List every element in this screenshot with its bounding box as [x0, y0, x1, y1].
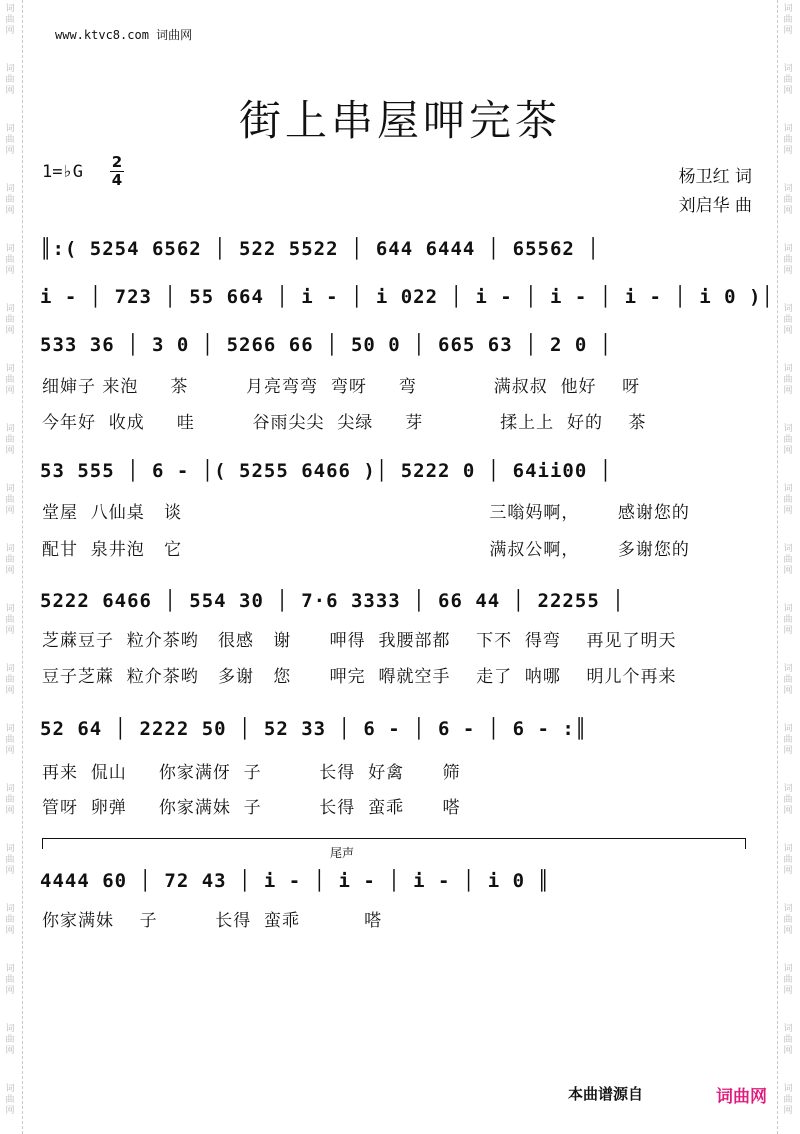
coda-label: 尾声: [330, 846, 355, 860]
lyric-line-verse2: 今年好 收成 哇 谷雨尖尖 尖绿 芽 揉上上 好的 茶: [42, 413, 647, 433]
side-watermark-text: 词 曲 网: [5, 784, 15, 816]
notation-line: 53 555 │ 6 - │( 5255 6466 )│ 5222 0 │ 64ii00 │: [40, 460, 613, 482]
side-watermark-text: 词 曲 网: [783, 964, 793, 996]
lyric-line-verse1: 堂屋 八仙桌 谈 三嗡妈啊， 感谢您的: [42, 503, 690, 523]
site-url: www.ktvc8.com: [55, 28, 149, 42]
side-watermark-text: 词 曲 网: [5, 544, 15, 576]
side-watermark-text: 词 曲 网: [783, 544, 793, 576]
side-watermark-text: 词 曲 网: [5, 364, 15, 396]
left-watermark-strip: [0, 0, 23, 1134]
side-watermark-text: 词 曲 网: [783, 904, 793, 936]
side-watermark-text: 词 曲 网: [783, 844, 793, 876]
side-watermark-text: 词 曲 网: [5, 964, 15, 996]
score-row-7: [40, 862, 760, 902]
side-watermark-text: 词 曲 网: [5, 4, 15, 36]
site-name: 词曲网: [156, 28, 193, 42]
score-row-3: [40, 326, 760, 366]
side-watermark-text: 词 曲 网: [783, 484, 793, 516]
time-signature: [110, 154, 124, 189]
lyric-line-verse1: 再来 侃山 你家满伢 子 长得 好禽 筛: [42, 763, 461, 783]
lyric-line-verse2: 管呀 卵弹 你家满妹 子 长得 蛮乖 嗒: [42, 798, 461, 818]
notation-line: 5222 6466 │ 554 30 │ 7·6 3333 │ 66 44 │ 22255 │: [40, 590, 625, 612]
side-watermark-text: 词 曲 网: [783, 4, 793, 36]
site-header: [55, 26, 192, 43]
key-signature: 1=♭G: [42, 162, 83, 182]
lyric-line-verse2: 配甘 泉井泡 它 满叔公啊， 多谢您的: [42, 540, 690, 560]
side-watermark-text: 词 曲 网: [5, 844, 15, 876]
footer-brand-link[interactable]: 词曲网: [716, 1087, 767, 1107]
side-watermark-text: 词 曲 网: [783, 1084, 793, 1116]
side-watermark-text: 词 曲 网: [5, 64, 15, 96]
side-watermark-text: 词 曲 网: [5, 1024, 15, 1056]
side-watermark-text: 词 曲 网: [783, 424, 793, 456]
side-watermark-text: 词 曲 网: [5, 904, 15, 936]
lyric-line-verse2: 豆子芝蔴 粒介茶哟 多谢 您 呷完 嘚就空手 走了 呐哪 明儿个再来: [42, 667, 677, 687]
side-watermark-text: 词 曲 网: [5, 1084, 15, 1116]
coda-bracket: [42, 838, 746, 849]
side-watermark-text: 词 曲 网: [5, 244, 15, 276]
lyric-line-verse1: 芝蔴豆子 粒介茶哟 很感 谢 呷得 我腰部都 下不 得弯 再见了明天: [42, 631, 677, 651]
side-watermark-text: 词 曲 网: [5, 724, 15, 756]
notation-line: i - │ 723 │ 55 664 │ i - │ i 022 │ i - │ i - │ i - │ i 0 )│: [40, 286, 774, 308]
side-watermark-text: 词 曲 网: [783, 1024, 793, 1056]
side-watermark-text: 词 曲 网: [783, 304, 793, 336]
notation-line: 52 64 │ 2222 50 │ 52 33 │ 6 - │ 6 - │ 6 - :║: [40, 718, 588, 740]
side-watermark-text: 词 曲 网: [783, 184, 793, 216]
lyric-line-verse1: 细婶子 来泡 茶 月亮弯弯 弯呀 弯 满叔叔 他好 呀: [42, 377, 641, 397]
score-row-4: [40, 452, 760, 492]
side-watermark-text: 词 曲 网: [783, 124, 793, 156]
side-watermark-text: 词 曲 网: [783, 64, 793, 96]
meter-top: 2: [111, 153, 123, 171]
notation-line: 4444 60 │ 72 43 │ i - │ i - │ i - │ i 0 ║: [40, 870, 550, 892]
side-watermark-text: 词 曲 网: [5, 664, 15, 696]
side-watermark-text: 词 曲 网: [783, 784, 793, 816]
notation-line: 533 36 │ 3 0 │ 5266 66 │ 50 0 │ 665 63 │ 2 0 │: [40, 334, 613, 356]
side-watermark-text: 词 曲 网: [783, 724, 793, 756]
side-watermark-text: 词 曲 网: [5, 484, 15, 516]
lyricist-credit: 杨卫红 词: [678, 167, 752, 187]
side-watermark-text: 词 曲 网: [783, 604, 793, 636]
side-watermark-text: 词 曲 网: [5, 124, 15, 156]
side-watermark-text: 词 曲 网: [5, 604, 15, 636]
lyric-line-coda: 你家满妹 子 长得 蛮乖 嗒: [42, 911, 383, 931]
side-watermark-text: 词 曲 网: [5, 304, 15, 336]
side-watermark-text: 词 曲 网: [783, 664, 793, 696]
right-watermark-strip: [777, 0, 800, 1134]
side-watermark-text: 词 曲 网: [5, 184, 15, 216]
meter-bottom: 4: [111, 171, 123, 189]
score-row-5: [40, 582, 760, 622]
side-watermark-text: 词 曲 网: [5, 424, 15, 456]
notation-line: ║:( 5254 6562 │ 522 5522 │ 644 6444 │ 65562 │: [40, 238, 600, 260]
score-row-2: [40, 278, 774, 318]
composer-credit: 刘启华 曲: [678, 196, 752, 216]
footer-source-text: 本曲谱源自: [568, 1085, 644, 1103]
side-watermark-text: 词 曲 网: [783, 244, 793, 276]
song-title: 街上串屋呷完茶: [238, 96, 561, 145]
score-row-1: [40, 230, 760, 270]
score-row-6: [40, 710, 760, 750]
side-watermark-text: 词 曲 网: [783, 364, 793, 396]
